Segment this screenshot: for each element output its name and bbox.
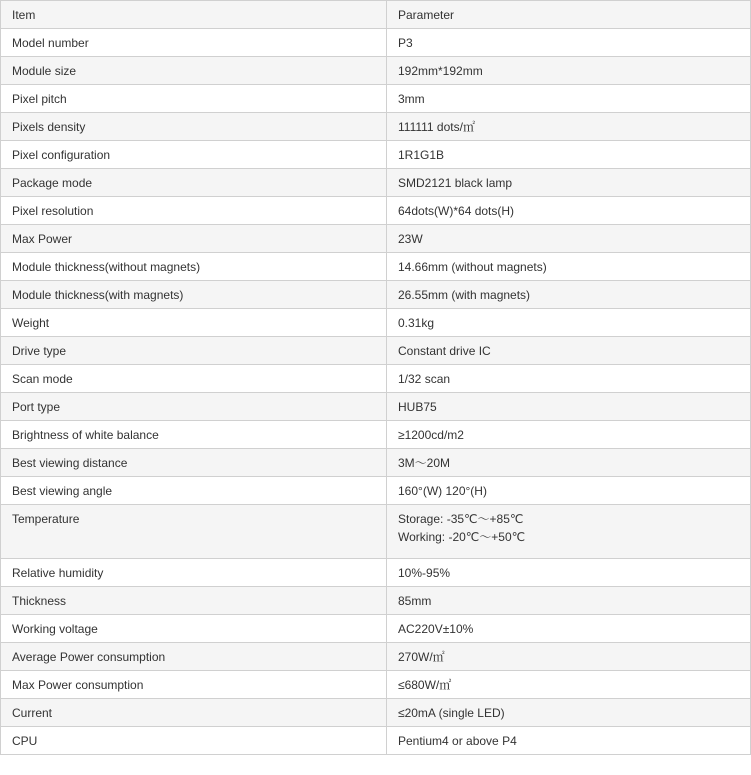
table-row <box>1 309 751 337</box>
table-row <box>1 727 751 755</box>
table-row <box>1 197 751 225</box>
row-value: 3M～20M <box>387 449 751 477</box>
row-item: Weight <box>1 309 387 337</box>
table-row <box>1 113 751 141</box>
row-item: CPU <box>1 727 387 755</box>
table-row <box>1 615 751 643</box>
header-item: Item <box>1 1 387 29</box>
row-value-line: Storage: -35℃～+85℃ <box>398 512 524 526</box>
row-value-line: Working: -20℃～+50℃ <box>398 530 526 544</box>
row-value: 270W/㎡ <box>387 643 751 671</box>
row-value: 23W <box>387 225 751 253</box>
table-row <box>1 281 751 309</box>
header-parameter: Parameter <box>387 1 751 29</box>
row-item: Package mode <box>1 169 387 197</box>
row-item: Pixel resolution <box>1 197 387 225</box>
row-item: Pixel configuration <box>1 141 387 169</box>
row-item: Port type <box>1 393 387 421</box>
table-row <box>1 421 751 449</box>
row-item: Model number <box>1 29 387 57</box>
row-item: Scan mode <box>1 365 387 393</box>
row-item: Max Power consumption <box>1 671 387 699</box>
row-item: Pixels density <box>1 113 387 141</box>
row-item: Temperature <box>1 505 387 559</box>
table-row <box>1 169 751 197</box>
table-row <box>1 505 751 559</box>
row-item: Relative humidity <box>1 559 387 587</box>
row-value: 14.66mm (without magnets) <box>387 253 751 281</box>
row-item: Average Power consumption <box>1 643 387 671</box>
row-item: Current <box>1 699 387 727</box>
row-value: 160°(W) 120°(H) <box>387 477 751 505</box>
table-row <box>1 587 751 615</box>
row-value: Pentium4 or above P4 <box>387 727 751 755</box>
row-value: 1/32 scan <box>387 365 751 393</box>
row-value: 10%-95% <box>387 559 751 587</box>
row-value: AC220V±10% <box>387 615 751 643</box>
row-value: 0.31kg <box>387 309 751 337</box>
row-item: Best viewing distance <box>1 449 387 477</box>
row-value: 192mm*192mm <box>387 57 751 85</box>
row-value: 85mm <box>387 587 751 615</box>
table-header-row <box>1 1 751 29</box>
row-item: Drive type <box>1 337 387 365</box>
row-value: SMD2121 black lamp <box>387 169 751 197</box>
table-row <box>1 337 751 365</box>
table-row <box>1 449 751 477</box>
row-value: Constant drive IC <box>387 337 751 365</box>
row-value: 3mm <box>387 85 751 113</box>
table-row <box>1 85 751 113</box>
table-row <box>1 559 751 587</box>
table-row <box>1 643 751 671</box>
table-row <box>1 477 751 505</box>
row-value: HUB75 <box>387 393 751 421</box>
row-value: 1R1G1B <box>387 141 751 169</box>
table-row <box>1 253 751 281</box>
table-row <box>1 671 751 699</box>
table-row <box>1 393 751 421</box>
row-item: Pixel pitch <box>1 85 387 113</box>
row-item: Best viewing angle <box>1 477 387 505</box>
row-item: Module thickness(with magnets) <box>1 281 387 309</box>
table-row <box>1 225 751 253</box>
table-row <box>1 57 751 85</box>
table-row <box>1 699 751 727</box>
row-item: Module size <box>1 57 387 85</box>
row-value: ≥1200cd/m2 <box>387 421 751 449</box>
row-item: Brightness of white balance <box>1 421 387 449</box>
row-item: Max Power <box>1 225 387 253</box>
row-value: 26.55mm (with magnets) <box>387 281 751 309</box>
row-item: Module thickness(without magnets) <box>1 253 387 281</box>
row-item: Thickness <box>1 587 387 615</box>
row-value <box>387 505 751 559</box>
row-value: 64dots(W)*64 dots(H) <box>387 197 751 225</box>
row-value: P3 <box>387 29 751 57</box>
row-item: Working voltage <box>1 615 387 643</box>
table-row <box>1 365 751 393</box>
table-row <box>1 29 751 57</box>
row-value: ≤680W/㎡ <box>387 671 751 699</box>
table-row <box>1 141 751 169</box>
row-value: 111111 dots/㎡ <box>387 113 751 141</box>
row-value: ≤20mA (single LED) <box>387 699 751 727</box>
